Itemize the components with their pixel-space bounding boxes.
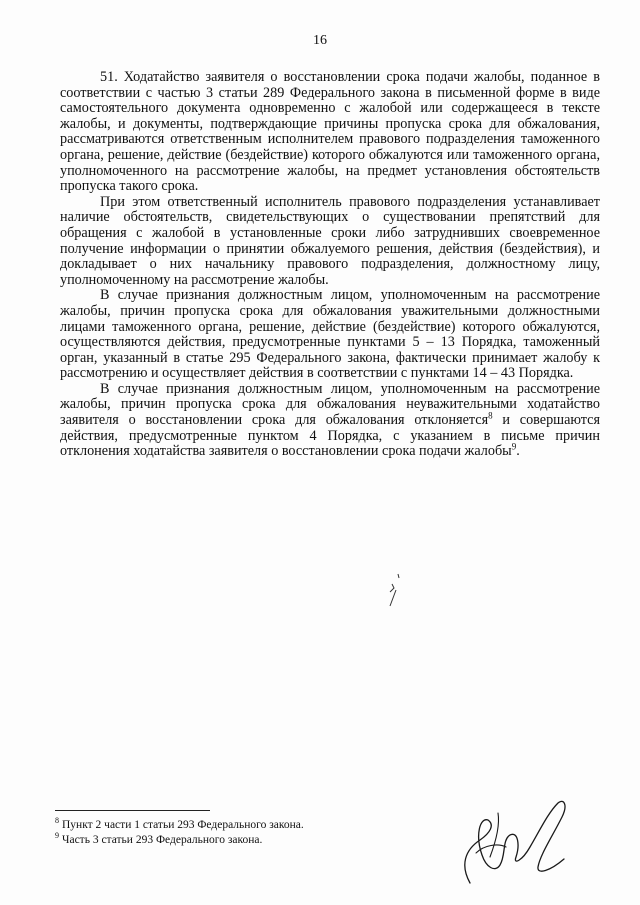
paragraph-51: 51. Ходатайство заявителя о восстановлении срока подачи жалобы, поданное в соответствии с частью 3 статьи 289 Федерального закона в письменной форме в виде самостоятельного документа одновременно с жалобой или содержащееся в тексте жалобы, и документы, подтверждающие причины пропуска срока для обжалования, рассматриваются ответственным исполнителем правового подразделения таможенного органа, решение, действие (бездействие) которого обжалуются или таможенного органа, уполномоченного на рассмотрение жалобы, на предмет установления обстоятельств пропуска такого срока. — [60, 69, 600, 195]
pen-mark — [380, 570, 410, 610]
handwritten-signature — [440, 795, 590, 890]
page-number: 16 — [313, 33, 327, 48]
paragraph-responsible-executor: При этом ответственный исполнитель правового подразделения устанавливает наличие обстоятельств, свидетельствующих о существовании препятствий для обращения с жалобой в установленные сроки либо затруднивших своевременное получение информации о принятии обжалуемого решения, действия (бездействия), и докладывает о них начальнику правового подразделения, должностному лицу, уполномоченному на рассмотрение жалобы. — [60, 193, 600, 288]
footnote-ref: 8 — [488, 410, 493, 421]
body-text — [60, 70, 600, 460]
footnote-text: Часть 3 статьи 293 Федерального закона. — [62, 834, 263, 846]
footnote-mark: 9 — [55, 831, 59, 841]
footnote-ref: 9 — [511, 441, 517, 452]
paragraph-text: и совершаются действия, предусмотренные пунктом 4 Порядка, с указанием в письме причин отклонения ходатайства заявителя о восстановлении срока подачи жалобы — [60, 412, 600, 460]
paragraph-valid-reasons: В случае признания должностным лицом, уполномоченным на рассмотрение жалобы, причин пропуска срока для обжалования уважительными должностными лицами таможенного органа, решение, действие (бездействие) которого обжалуются, осуществляются действия, предусмотренные пунктами 5 – 13 Порядка, таможенный орган, указанный в статье 295 Федерального закона, фактически принимает жалобу к рассмотрению и осуществляет действия в соответствии с пунктами 14 – 43 Порядка. — [60, 287, 600, 382]
footnote-8 — [55, 818, 375, 833]
footnotes — [55, 818, 375, 848]
paragraph-text: . — [516, 443, 520, 460]
footnote-divider — [55, 810, 210, 811]
paragraph-invalid-reasons — [60, 382, 600, 460]
footnote-9 — [55, 833, 375, 848]
paragraph-text: В случае признания должностным лицом, уполномоченным на рассмотрение жалобы, причин пропуска срока для обжалования неуважительными ходатайство заявителя о восстановлении срока для обжалования отклоняется — [60, 380, 600, 429]
footnote-mark: 8 — [55, 816, 59, 826]
footnote-text: Пункт 2 части 1 статьи 293 Федерального закона. — [62, 819, 304, 831]
